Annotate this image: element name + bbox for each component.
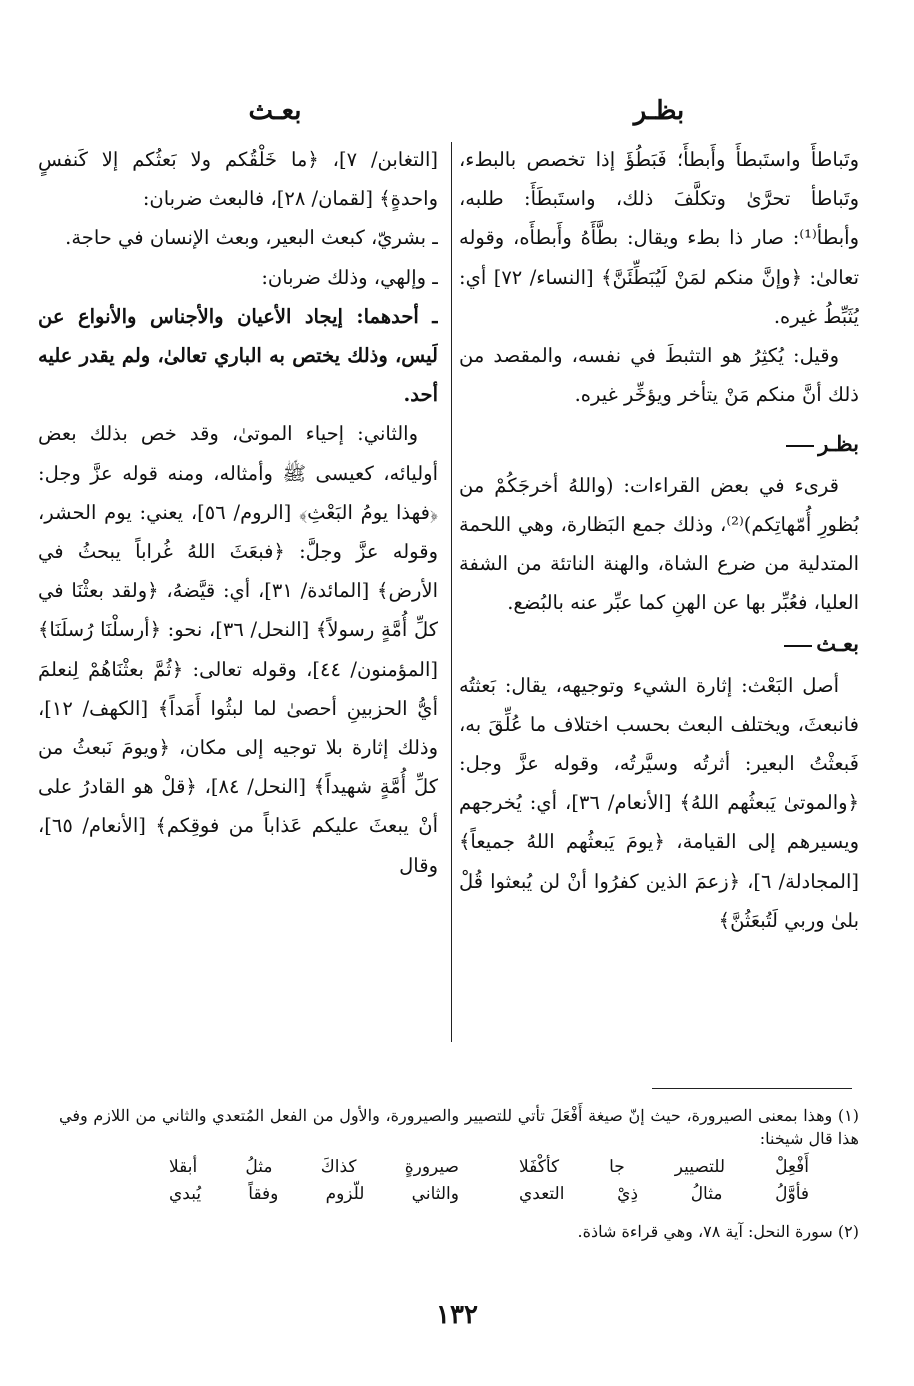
paragraph: ـ وإلهي، وذلك ضربان: [261,265,438,289]
page-number: ١٣٢ [436,1300,478,1330]
footnote-1: (١) وهذا بمعنى الصيرورة، حيث إنّ صيغة أَفْعَلَ تأتي للتصيير والصيرورة، والأول من الفعل المُتعدي والثاني من اللازم وفي هذا قال شيخنا: [59,1106,859,1148]
poem-hemistich: أَفْعِلْ للتصيير جا كأكْفَلا [519,1157,809,1177]
footnote-2: (٢) سورة النحل: آية ٧٨، وهي قراءة شاذة. [577,1222,859,1241]
column-divider [451,142,452,1042]
right-column [459,140,859,1060]
paragraph: وقيل: يُكثِرُ هو التثبطَ في نفسه، والمقصد من ذلك أنَّ منكم مَنْ يتأخر ويؤخِّر غيره. [459,344,859,407]
paragraph: وتَباطأَ واستَبطأَ وأَبطأَ؛ فَبَطُؤَ إذا تخصص بالبطء، وتَباطأ تحرَّىٰ وتكلَّفَ ذلك، واستَبطَأَ: طلبه، وأبطأ⁽¹⁾: صار ذا بطء ويقال: بطَّأَهُ وأَبطأَه، وقوله تعالىٰ: ﴿وإنَّ منكم لمَنْ لَيُبَطِّئَنَّ﴾ [النساء/ ٧٢] أي: يُثَبِّطُ غيره. [459,148,859,328]
running-head-right: بظـر [633,96,685,126]
paragraph: قرىء في بعض القراءات: (واللهُ أخرجَكُمْ من بُظورِ أُمّهاتِكم)⁽²⁾، وذلك جمع البَظارة، وهي اللحمة المتدلية من ضرع الشاة، والهنة الناتئة من الشفة العليا، فعُبِّر بها عن الهنِ كما عبِّر عنه بالبُضع. [459,473,859,615]
paragraph: [التغابن/ ٧]، ﴿ما خَلْقُكم ولا بَعثُكم إلا كَنفسٍ واحدةٍ﴾ [لقمان/ ٢٨]، فالبعث ضربان: [38,148,438,211]
footnotes [59,1104,859,1243]
poem-hemistich: فأوَّلُ مثالُ ذِيْ التعدي [519,1184,809,1204]
entry-title-bzr: بظـر [459,424,859,463]
paragraph: ـ بشريّ، كبعث البعير، وبعث الإنسان في حاجة. [65,226,438,250]
entry-title-bath: بعـث [459,624,859,663]
running-head-left: بعـث [248,96,302,126]
paragraph: أصل البَعْث: إثارة الشيء وتوجيهه، يقال: بَعثتُه فانبعثَ، ويختلف البعث بحسب اختلاف ما عُلِّقَ به، فَبعثْتُ البعير: أثرتُه وسيَّرتُه، وقوله عزَّ وجل: ﴿والموتىٰ يَبعثُهم اللهُ﴾ [الأنعام/ ٣٦]، أي: يُخرجهم ويسيرهم إلى القيامة، ﴿يومَ يَبعثُهم اللهُ جميعاً﴾ [المجادلة/ ٦]، ﴿زعمَ الذين كفرُوا أنْ لن يُبعثوا قُلْ بلىٰ وربي لَتُبعَثُنَّ﴾ [459,673,859,932]
paragraph: ـ أحدهما: إيجاد الأعيان والأجناس والأنواع عن لَيس، وذلك يختص به الباري تعالىٰ، ولم يقدر عليه أحد. [38,304,438,407]
poem-hemistich: والثاني للّزوم وفقاً يُبدي [169,1184,459,1204]
footnote-rule [652,1088,852,1089]
left-column [38,140,438,1060]
poem-hemistich: صيرورةٍ كذاكَ مثلُ أبقلا [169,1157,459,1177]
footnote-poem [169,1154,809,1208]
paragraph: والثاني: إحياء الموتىٰ، وقد خص بذلك بعض أوليائه، كعيسى ﷺ وأمثاله، ومنه قوله عزَّ وجل: ﴿فهذا يومُ البَعْثِ﴾ [الروم/ ٥٦]، يعني: يوم الحشر، وقوله عزَّ وجلَّ: ﴿فبعَثَ اللهُ غُراباً يبحثُ في الأرض﴾ [المائدة/ ٣١]، أي: قيَّضهُ، ﴿ولقد بعثْنَا في كلِّ أُمَّةٍ رسولاً﴾ [النحل/ ٣٦]، نحو: ﴿أرسلْنَا رُسلَنَا﴾ [المؤمنون/ ٤٤]، وقوله تعالى: ﴿ثُمَّ بعثْنَاهُمْ لِنعلمَ أيُّ الحزبينِ أحصىٰ لما لبثُوا أَمَداً﴾ [الكهف/ ١٢]، وذلك إثارة بلا توجيه إلى مكان، ﴿ويومَ نَبعثُ من كلِّ أُمَّةٍ شهيداً﴾ [النحل/ ٨٤]، ﴿قلْ هو القادرُ على أنْ يبعثَ عليكم عَذاباً من فوقِكم﴾ [الأنعام/ ٦٥]، وقال [38,422,438,877]
